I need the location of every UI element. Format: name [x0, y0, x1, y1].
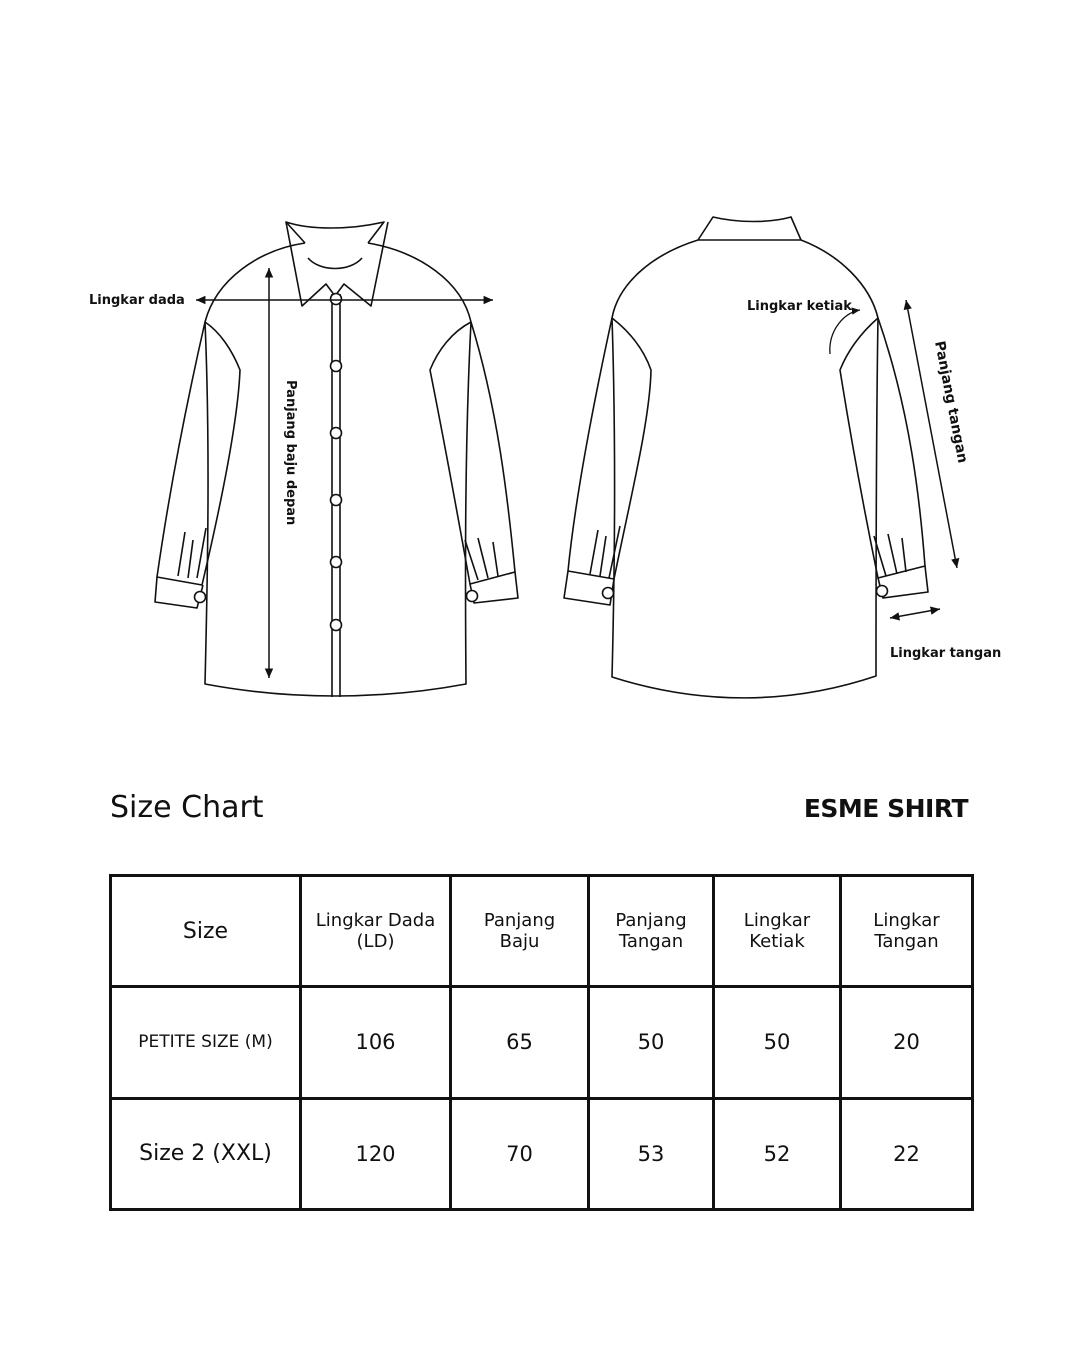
front-left-sleeve [157, 322, 240, 585]
armpit-label: Lingkar ketiak [747, 299, 852, 314]
cuff-arrow [890, 609, 940, 618]
chest-label: Lingkar dada [89, 293, 185, 308]
cell-body-length: 65 [451, 987, 589, 1099]
product-name: ESME SHIRT [803, 794, 968, 823]
front-right-sleeve [430, 322, 515, 584]
cell-sleeve-length: 53 [589, 1098, 714, 1210]
armpit-arrow [830, 310, 860, 354]
cell-chest: 120 [301, 1098, 451, 1210]
cell-body-length: 70 [451, 1098, 589, 1210]
row-size-label: PETITE SIZE (M) [111, 987, 301, 1099]
header-body-length: Panjang Baju [451, 876, 589, 987]
cell-cuff: 22 [841, 1098, 973, 1210]
cell-cuff: 20 [841, 987, 973, 1099]
table-row [111, 1098, 973, 1210]
header-size: Size [111, 876, 301, 987]
size-chart-title: Size Chart [110, 790, 264, 825]
size-chart-table [109, 874, 974, 1211]
cell-sleeve-length: 50 [589, 987, 714, 1099]
table-row [111, 987, 973, 1099]
cell-armpit: 52 [714, 1098, 841, 1210]
cell-armpit: 50 [714, 987, 841, 1099]
back-left-sleeve [568, 318, 651, 579]
row-size-label: Size 2 (XXL) [111, 1098, 301, 1210]
shirt-front-view [155, 222, 518, 697]
table-header-row [111, 876, 973, 987]
header-sleeve-length: Panjang Tangan [589, 876, 714, 987]
header-armpit: Lingkar Ketiak [714, 876, 841, 987]
header-cuff: Lingkar Tangan [841, 876, 973, 987]
sleeve-length-label: Panjang tangan [931, 339, 971, 465]
cell-chest: 106 [301, 987, 451, 1099]
front-length-label: Panjang baju depan [283, 380, 298, 526]
header-chest: Lingkar Dada (LD) [301, 876, 451, 987]
cuff-label: Lingkar tangan [890, 646, 1002, 661]
back-right-sleeve [840, 318, 925, 578]
shirt-back-view [564, 217, 928, 698]
